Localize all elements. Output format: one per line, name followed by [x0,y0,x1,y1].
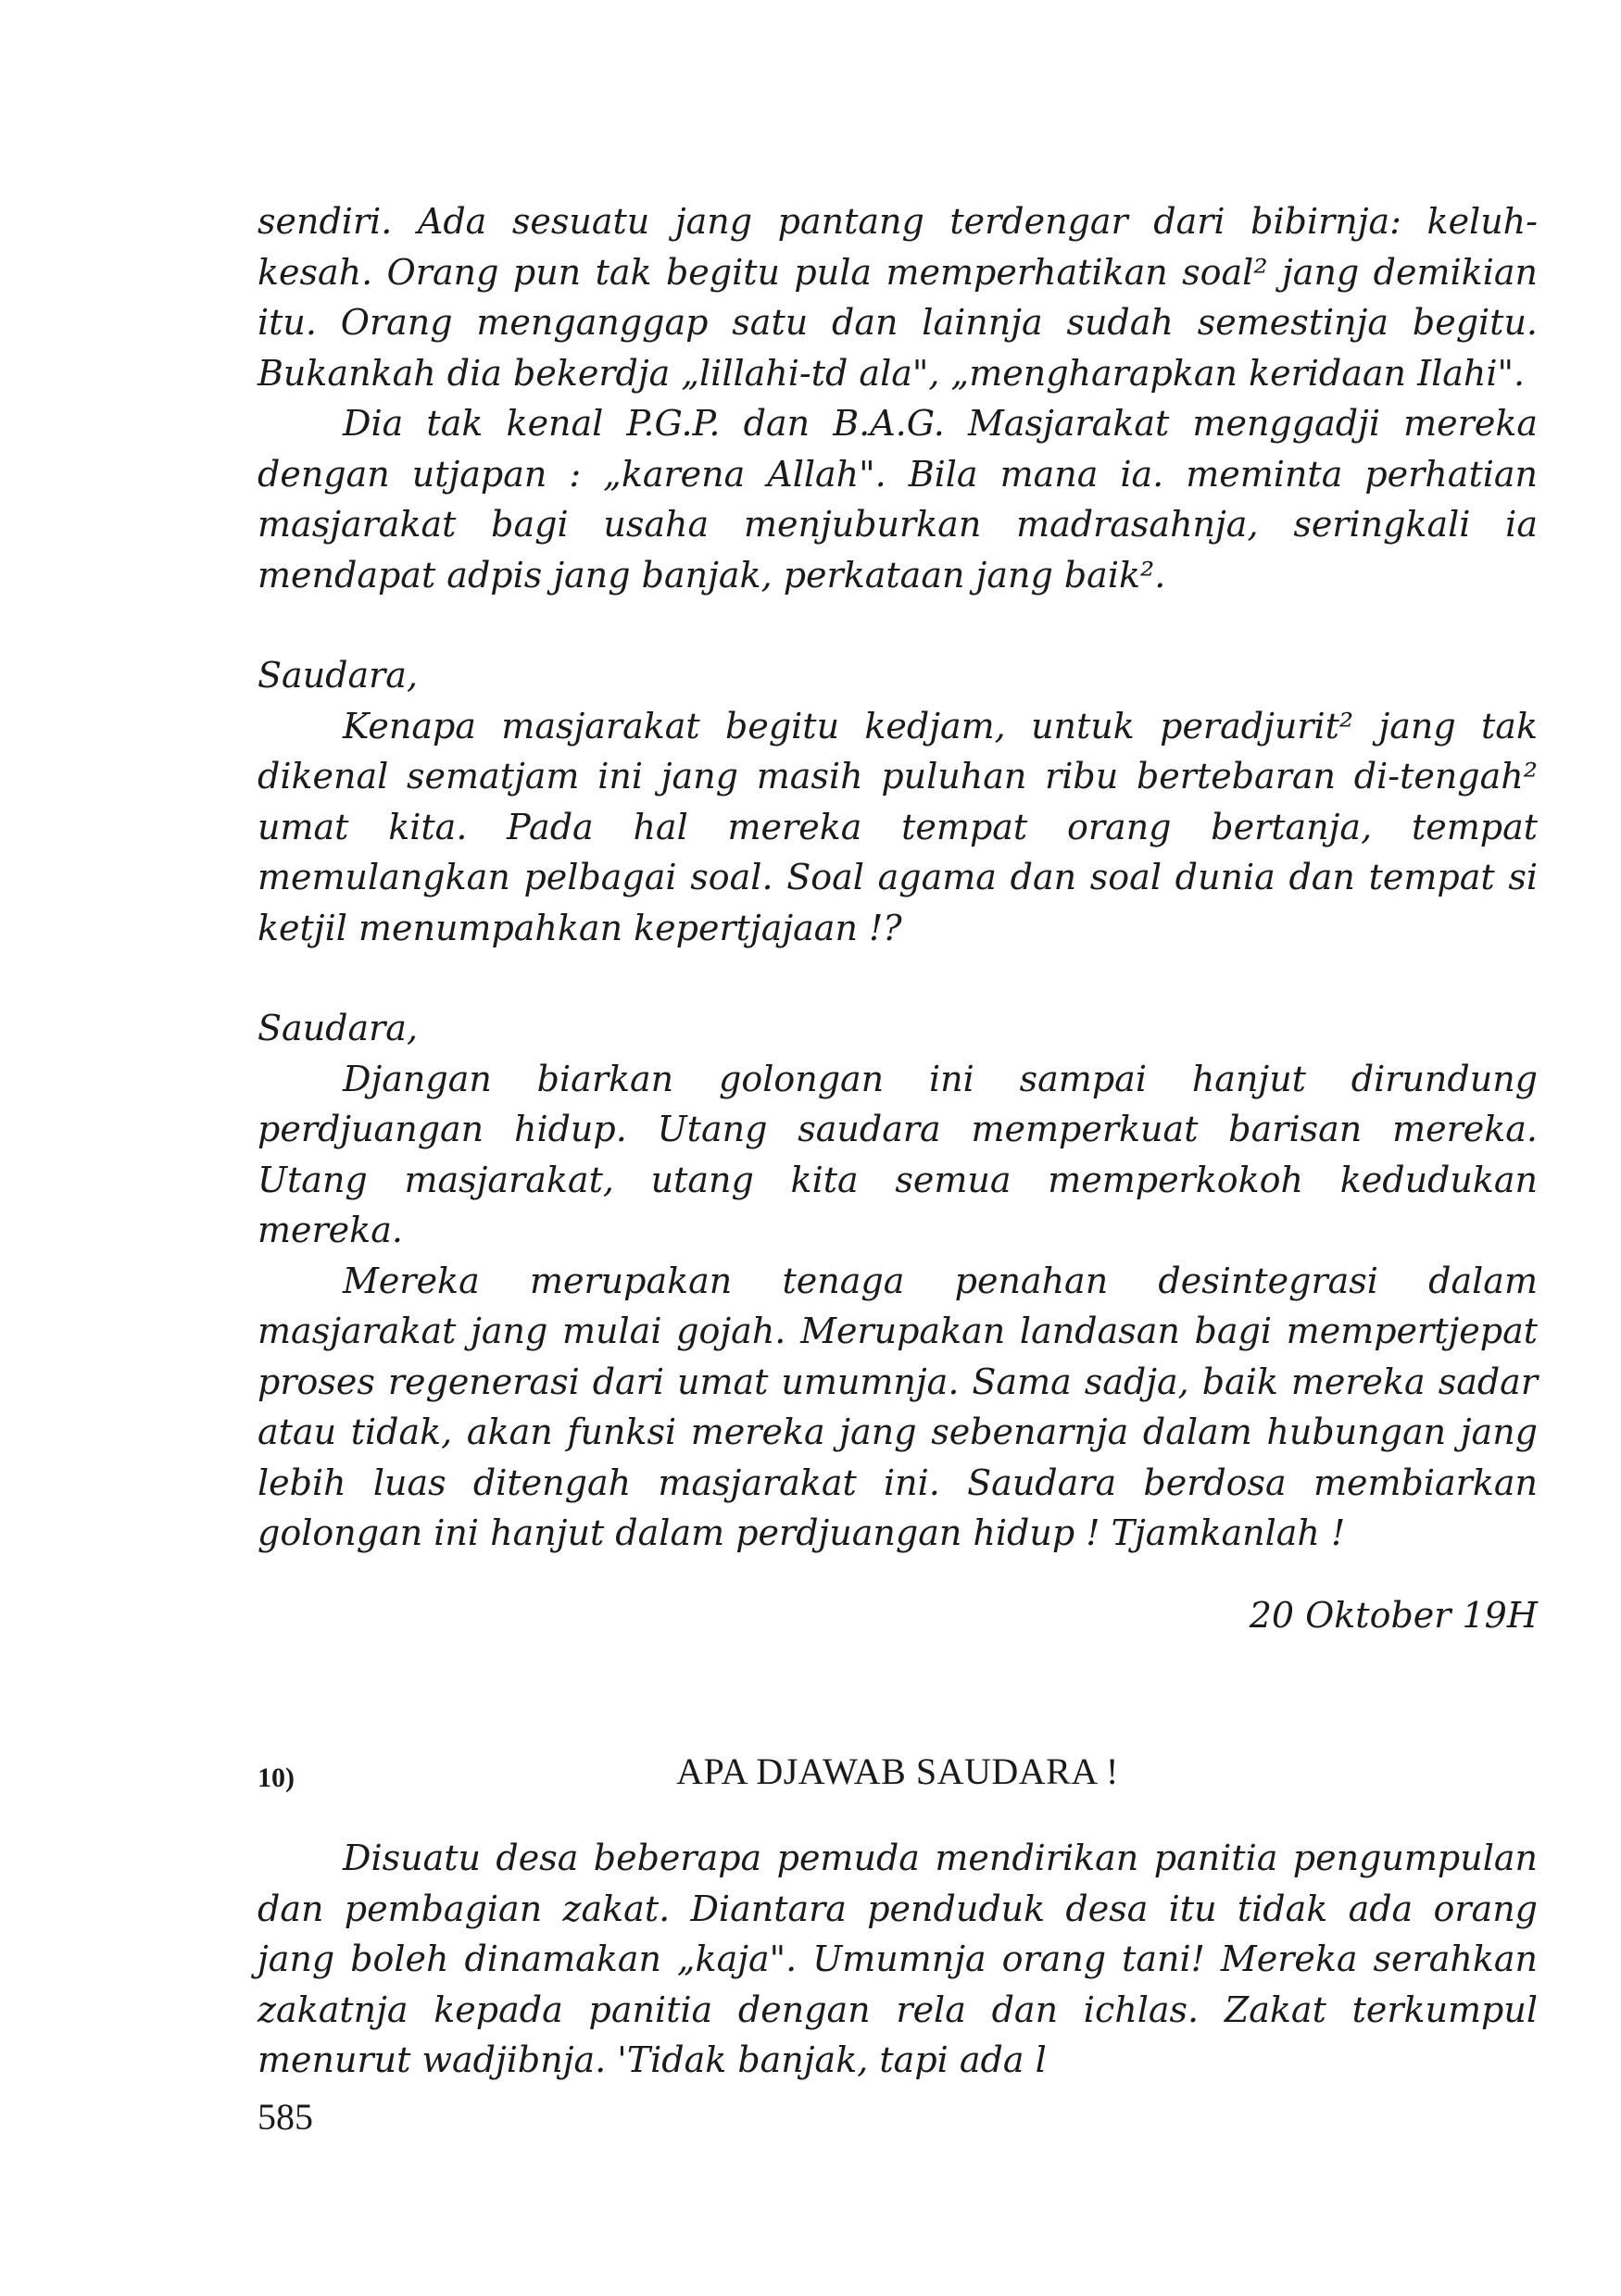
section-number: 10) [258,1763,295,1793]
paragraph-3: Kenapa masjarakat begitu kedjam, untuk peradjurit² jang tak dikenal sematjam ini jang masih puluhan ribu bertebaran di-tengah² umat kita. Pada hal mereka tempat orang bertanja, tempat memulangkan pelbagai soal. Soal agama dan soal dunia dan tempat si ketjil menumpahkan kepertjajaan !? [258,705,1538,948]
page-content [258,196,1538,2086]
paragraph-4: Djangan biarkan golongan ini sampai hanjut dirundung perdjuangan hidup. Utang saudara memperkuat barisan mereka. Utang masjarakat, utang kita semua memperkokoh kedudukan mereka. [258,1058,1538,1250]
date-line: 20 Oktober 19H [1249,1594,1538,1636]
spacer [258,1559,1538,1590]
salutation-1: Saudara, [258,655,419,696]
section-title: APA DJAWAB SAUDARA ! [676,1750,1119,1792]
paragraph-5: Mereka merupakan tenaga penahan desintegrasi dalam masjarakat jang mulai gojah. Merupakan landasan bagi mempertjepat proses regenerasi dari umat umumnja. Sama sadja, baik mereka sadar atau tidak, akan funksi mereka jang sebenarnja dalam hubungan jang lebih luas ditengah masjarakat ini. Saudara berdosa membiarkan golongan ini hanjut dalam perdjuangan hidup ! Tjamkanlah ! [258,1260,1538,1553]
paragraph-6: Disuatu desa beberapa pemuda mendirikan panitia pengumpulan dan pembagian zakat. Diantara penduduk desa itu tidak ada orang jang boleh dinamakan „kaja". Umumnja orang tani! Mereka serahkan zakatnja kepada panitia dengan rela dan ichlas. Zakat terkumpul menurut wadjibnja. 'Tidak banjak, tapi ada l [258,1838,1538,2080]
salutation-2: Saudara, [258,1008,419,1048]
section-heading [258,1750,1538,1805]
paragraph-1: sendiri. Ada sesuatu jang pantang terdengar dari bibirnja: keluh-kesah. Orang pun tak begitu pula memperhatikan soal² jang demikian itu. Orang menganggap satu dan lainnja sudah semestinja begitu. Bukankah dia bekerdja „lillahi-td ala", „mengharapkan keridaan Ilahi". [258,201,1538,394]
page-number: 585 [258,2096,313,2138]
paragraph-2: Dia tak kenal P.G.P. dan B.A.G. Masjarakat menggadji mereka dengan utjapan : „karena Allah". Bila mana ia. meminta perhatian masjarakat bagi usaha menjuburkan madrasahnja, seringkali ia mendapat adpis jang banjak, perkataan jang baik². [258,403,1538,596]
spacer [258,953,1538,1003]
spacer [258,600,1538,650]
